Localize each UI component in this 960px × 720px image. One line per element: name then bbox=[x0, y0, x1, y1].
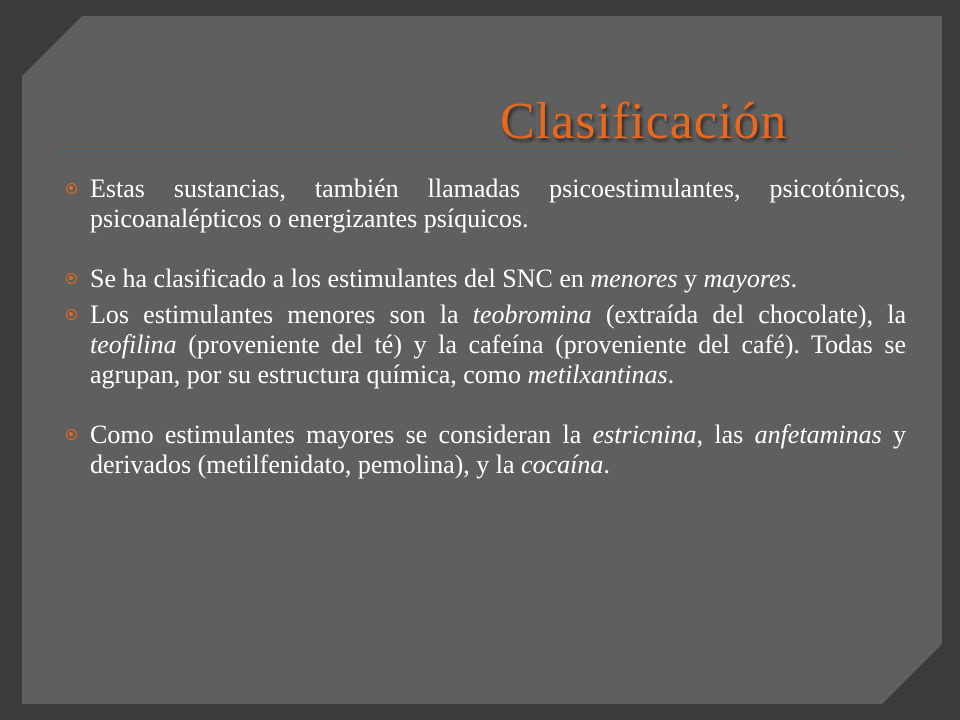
bullet-list bbox=[58, 174, 906, 480]
bullet-text bbox=[90, 174, 906, 233]
italic-term: cocaína bbox=[521, 450, 604, 479]
text-segment: . bbox=[603, 450, 610, 479]
text-segment: Como estimulantes mayores se consideran la bbox=[90, 420, 593, 449]
text-segment: . bbox=[790, 264, 798, 293]
text-segment: Se ha clasificado a los estimulantes del SNC en bbox=[90, 264, 591, 293]
italic-term: teobromina bbox=[472, 300, 592, 329]
italic-term: teofilina bbox=[90, 330, 177, 359]
bullet-icon bbox=[66, 309, 77, 320]
bullet-icon bbox=[66, 429, 77, 440]
italic-term: anfetaminas bbox=[754, 420, 882, 449]
text-segment: Estas sustancias, también llamadas psicoestimulantes, psicotónicos, psicoanalépticos o energizantes psíquicos. bbox=[90, 174, 906, 233]
italic-term: metilxantinas bbox=[527, 360, 668, 389]
bullet-text bbox=[90, 264, 797, 293]
bullet-item-4 bbox=[58, 420, 906, 480]
text-segment: , las bbox=[696, 420, 755, 449]
bullet-icon bbox=[66, 273, 77, 284]
text-segment: Los estimulantes menores son la bbox=[90, 300, 473, 329]
text-segment: (proveniente del té) y la cafeína (proveniente del café). Todas se agrupan, por su estructura química, como bbox=[90, 330, 906, 389]
slide-title: Clasificación bbox=[500, 93, 788, 150]
bullet-item-3 bbox=[58, 300, 906, 390]
italic-term: estricnina bbox=[592, 420, 697, 449]
bullet-text bbox=[90, 300, 906, 389]
italic-term: menores bbox=[590, 264, 678, 293]
bullet-item-2 bbox=[58, 264, 906, 294]
text-segment: y derivados (metilfenidato, pemolina), y la bbox=[90, 420, 907, 479]
text-segment: . bbox=[667, 360, 675, 389]
title-underline bbox=[60, 151, 900, 152]
bullet-text bbox=[90, 420, 906, 479]
bullet-icon bbox=[66, 183, 77, 194]
bullet-item-1 bbox=[58, 174, 906, 234]
text-segment: (extraída del chocolate), la bbox=[591, 300, 906, 329]
italic-term: mayores bbox=[703, 264, 791, 293]
text-segment: y bbox=[677, 264, 704, 293]
